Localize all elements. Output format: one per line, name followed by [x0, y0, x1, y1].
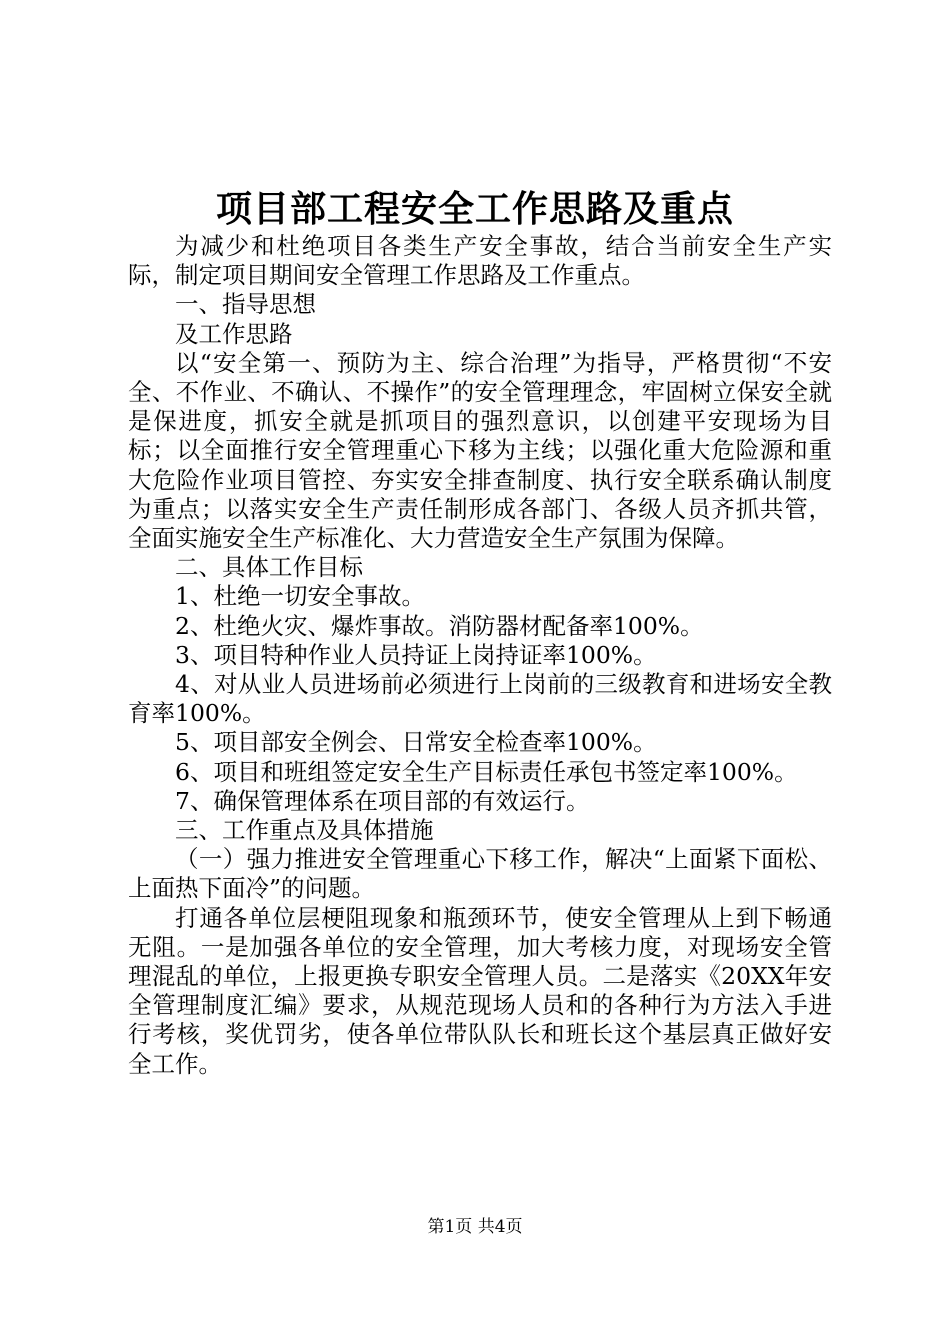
- goal-item: 6、项目和班组签定安全生产目标责任承包书签定率100%。: [175, 757, 798, 786]
- goal-item: 1、杜绝一切安全事故。: [175, 582, 425, 611]
- goal-item: 4、对从业人员进场前必须进行上岗前的三级教育和进场安全教育率100%。: [128, 670, 832, 728]
- goal-item: 5、项目部安全例会、日常安全检查率100%。: [175, 728, 657, 757]
- document-body: [128, 232, 832, 1079]
- document-title: 项目部工程安全工作思路及重点: [215, 188, 734, 230]
- measures-paragraph: 打通各单位层梗阻现象和瓶颈环节，使安全管理从上到下畅通无阻。一是加强各单位的安全管理，加大考核力度，对现场安全管理混乱的单位，上报更换专职安全管理人员。二是落实《20XX年安全管理制度汇编》要求，从规范现场人员和的各种行为方法入手进行考核，奖优罚劣，使各单位带队队长和班长这个基层真正做好安全工作。: [128, 903, 832, 1078]
- section-heading-1-continued: 及工作思路: [175, 319, 293, 348]
- intro-paragraph: 为减少和杜绝项目各类生产安全事故，结合当前安全生产实际，制定项目期间安全管理工作思路及工作重点。: [128, 232, 832, 290]
- page-number-footer: 第1页 共4页: [427, 1217, 523, 1237]
- section-heading-2: 二、具体工作目标: [175, 553, 363, 582]
- section-heading-1: 一、指导思想: [175, 290, 316, 319]
- goal-item: 3、项目特种作业人员持证上岗持证率100%。: [175, 640, 657, 669]
- guiding-paragraph: 以“安全第一、预防为主、综合治理”为指导，严格贯彻“不安全、不作业、不确认、不操作”的安全管理理念，牢固树立保安全就是保进度，抓安全就是抓项目的强烈意识，以创建平安现场为目标；以全面推行安全管理重心下移为主线；以强化重大危险源和重大危险作业项目管控、夯实安全排查制度、执行安全联系确认制度为重点；以落实安全生产责任制形成各部门、各级人员齐抓共管，全面实施安全生产标准化、大力营造安全生产氛围为保障。: [128, 348, 832, 553]
- goal-item: 2、杜绝火灾、爆炸事故。消防器材配备率100%。: [175, 611, 704, 640]
- section-heading-3: 三、工作重点及具体措施: [175, 816, 434, 845]
- goal-item: 7、确保管理体系在项目部的有效运行。: [175, 786, 590, 815]
- subsection-heading: （一）强力推进安全管理重心下移工作，解决“上面紧下面松、上面热下面冷”的问题。: [128, 845, 832, 903]
